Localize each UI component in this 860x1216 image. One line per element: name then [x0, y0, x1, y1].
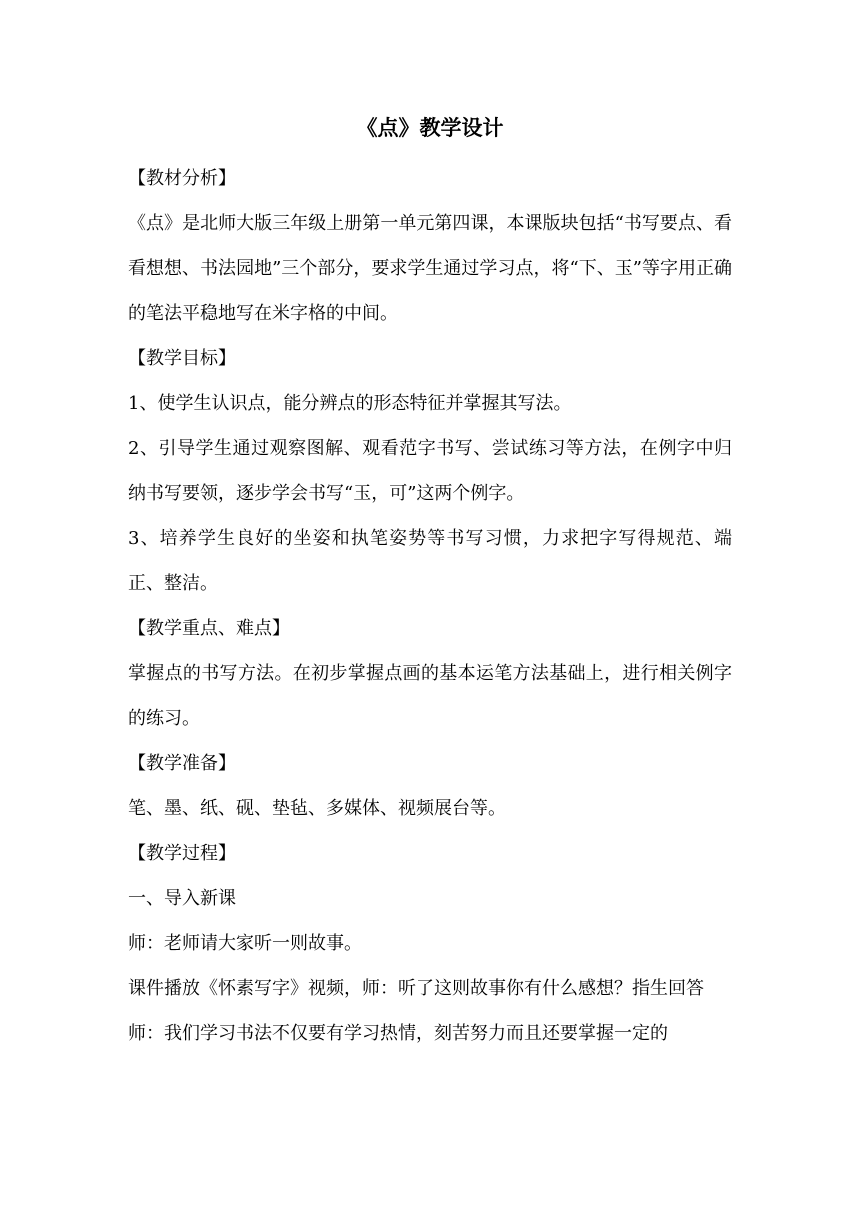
paragraph-process-teacher-2: 师：我们学习书法不仅要有学习热情，刻苦努力而且还要掌握一定的: [128, 1023, 668, 1044]
paragraph-goal-3: 3、培养学生良好的坐姿和执笔姿势等书写习惯，力求把字写得规范、端正、整洁。: [128, 528, 732, 594]
paragraph-process-video: 课件播放《怀素写字》视频，师：听了这则故事你有什么感想？指生回答: [128, 978, 704, 999]
page-title: 《点》教学设计: [356, 116, 504, 140]
paragraph-goal-1: 1、使学生认识点，能分辨点的形态特征并掌握其写法。: [128, 393, 572, 414]
section-heading-textbook-analysis: 【教材分析】: [128, 168, 236, 189]
paragraph-textbook-analysis: 《点》是北师大版三年级上册第一单元第四课，本课版块包括“书写要点、看看想想、书法园地”三个部分，要求学生通过学习点，将“下、玉”等字用正确的笔法平稳地写在米字格的中间。: [128, 213, 732, 324]
section-heading-preparation: 【教学准备】: [128, 753, 236, 774]
document-content: [128, 112, 732, 1056]
paragraph-goal-2: 2、引导学生通过观察图解、观看范字书写、尝试练习等方法，在例字中归纳书写要领，逐步学会书写“玉，可”这两个例字。: [128, 438, 732, 504]
paragraph-preparation: 笔、墨、纸、砚、垫毡、多媒体、视频展台等。: [128, 798, 506, 819]
paragraph-process-teacher-1: 师：老师请大家听一则故事。: [128, 933, 362, 954]
section-heading-key-points: 【教学重点、难点】: [128, 618, 290, 639]
paragraph-process-step-1: 一、导入新课: [128, 888, 236, 909]
paragraph-key-points: 掌握点的书写方法。在初步掌握点画的基本运笔方法基础上，进行相关例字的练习。: [128, 663, 732, 729]
section-heading-teaching-goals: 【教学目标】: [128, 348, 236, 369]
section-heading-process: 【教学过程】: [128, 843, 236, 864]
